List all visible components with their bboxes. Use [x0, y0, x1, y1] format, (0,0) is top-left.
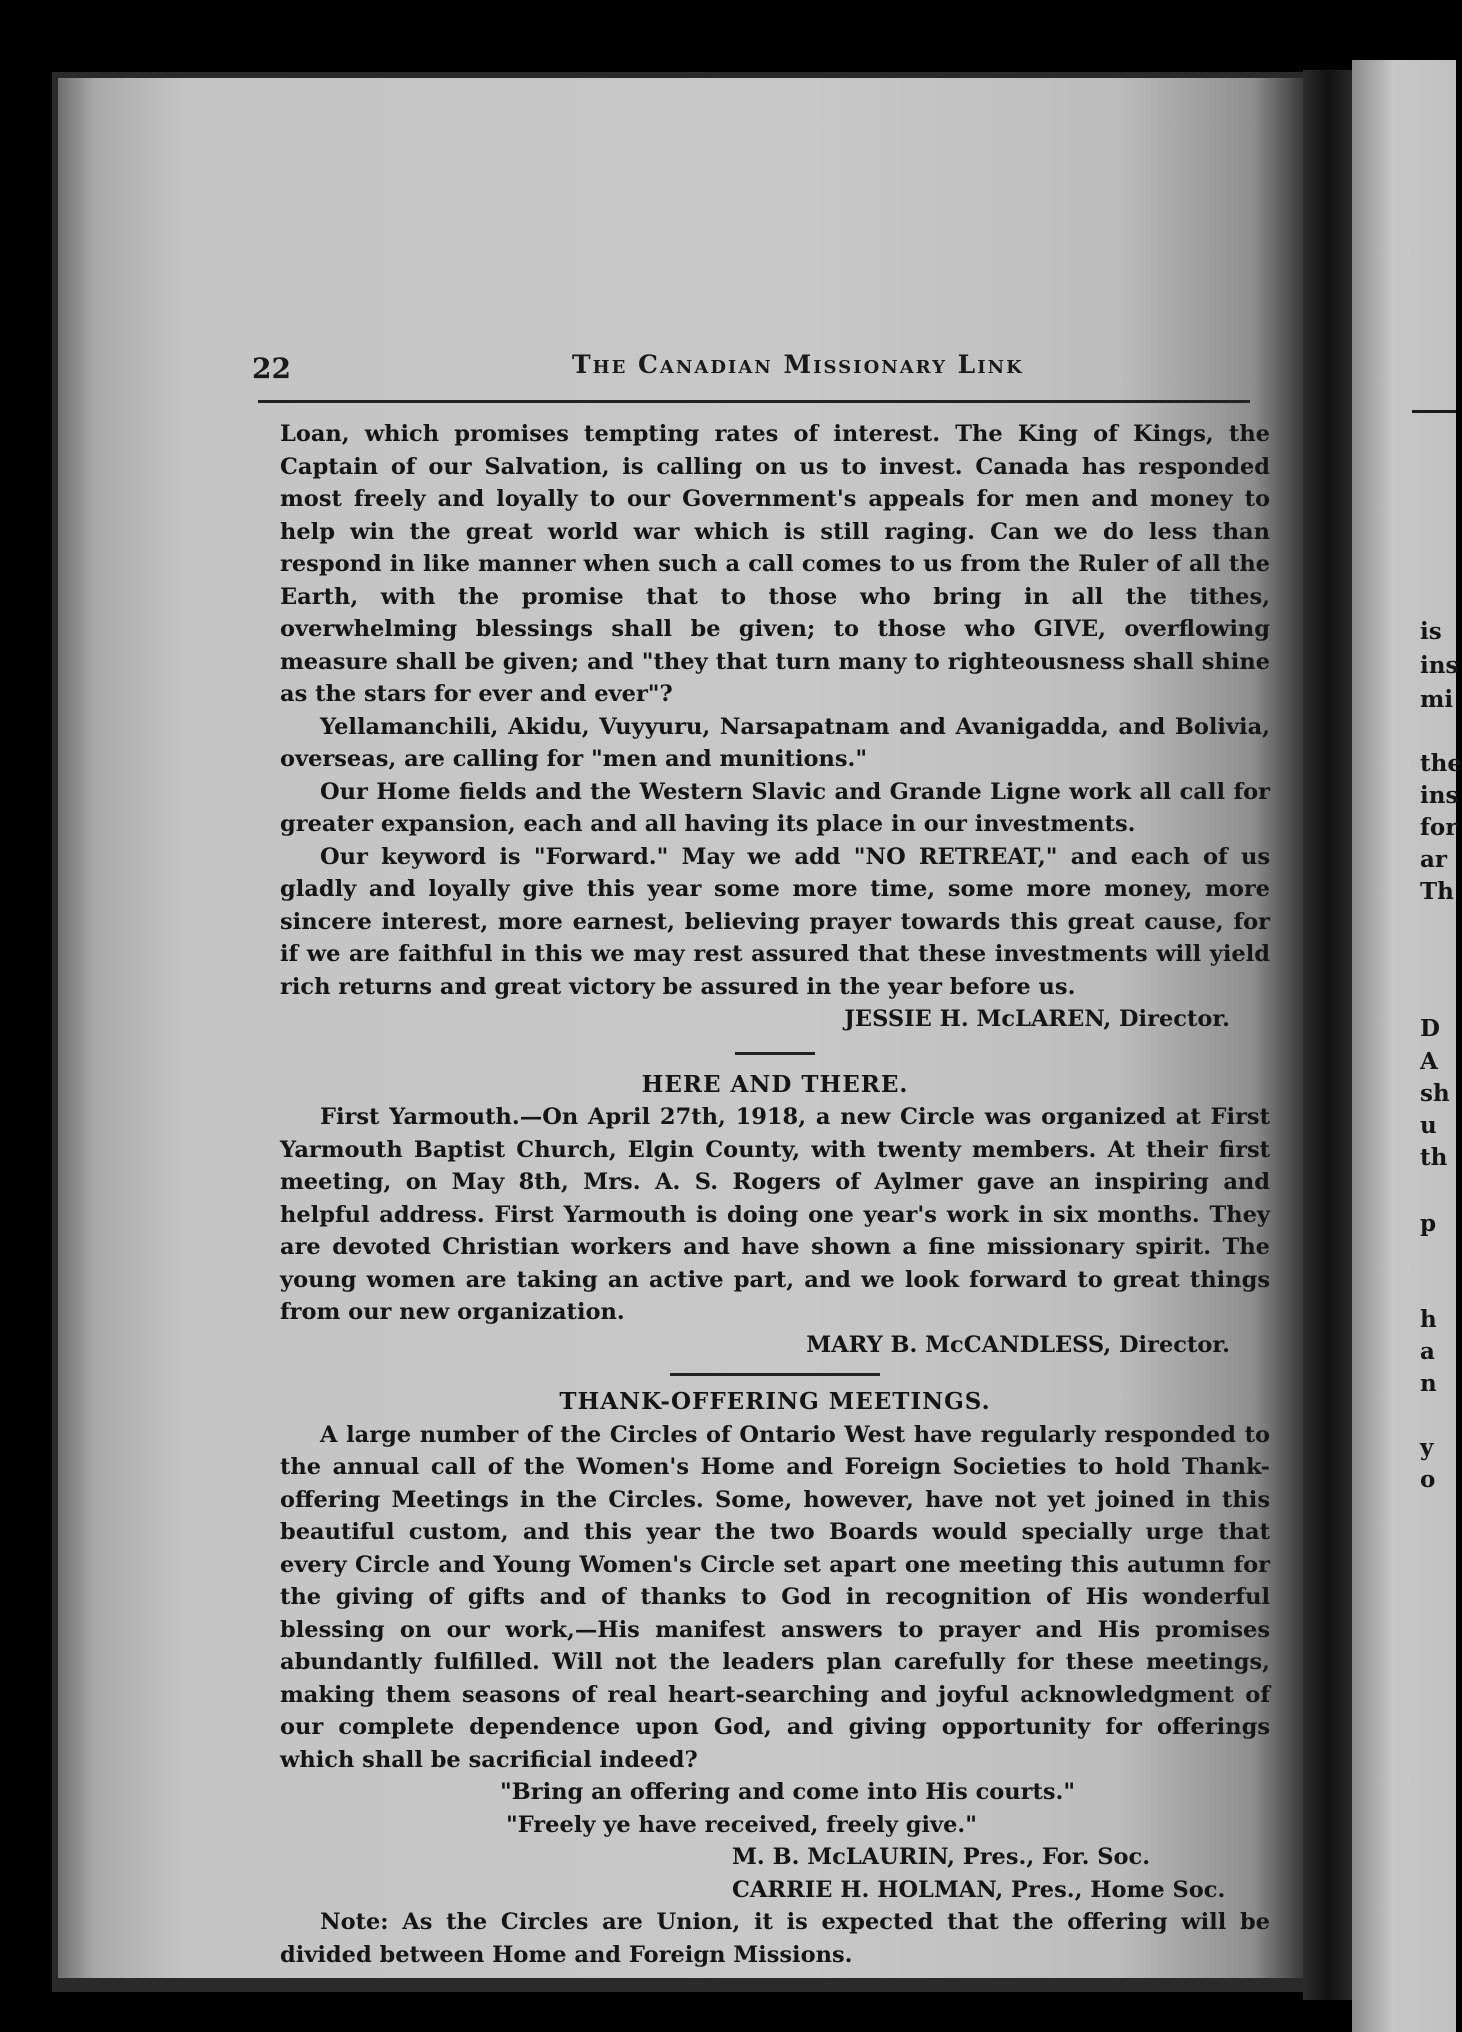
book-gutter — [1303, 70, 1353, 2000]
article3-signature: CARRIE H. HOLMAN, Pres., Home Soc. — [732, 1876, 1226, 1903]
right-fragment: mi — [1420, 686, 1454, 713]
article1-signature: JESSIE H. McLAREN, Director. — [844, 1006, 1230, 1032]
article1-paragraph: Yellamanchili, Akidu, Vuyyuru, Narsapatnam and Avanigadda, and Bolivia, overseas, are calling for "men and munitions." — [280, 713, 1270, 772]
section-divider — [735, 1052, 815, 1055]
page-header — [252, 348, 1252, 392]
article3-quote: "Bring an offering and come into His courts." — [500, 1779, 1076, 1805]
right-fragment: p — [1420, 1210, 1437, 1237]
running-head: The Canadian Missionary Link — [572, 350, 1024, 379]
right-fragment: ins — [1420, 652, 1459, 679]
right-fragment: h — [1420, 1306, 1437, 1333]
right-fragment: a — [1420, 1338, 1435, 1365]
page-number: 22 — [252, 352, 291, 385]
right-fragment: D — [1420, 1015, 1440, 1042]
right-fragment: th — [1420, 1144, 1448, 1171]
article2-lead: First Yarmouth. — [320, 1104, 520, 1130]
right-fragment: ins — [1420, 782, 1459, 809]
article1-paragraph: Our keyword is "Forward." May we add "NO RETREAT," and each of us gladly and loyally give this year some more time, some more money, more sincere interest, more earnest, believing prayer towards this great cause, for if we are faithful in this we may rest assured that these investments will yield rich returns and great victory be assured in the year before us. — [280, 843, 1270, 1000]
right-fragment: for — [1420, 814, 1458, 841]
right-page-edge — [1352, 60, 1462, 2032]
right-fragment: n — [1420, 1370, 1437, 1397]
article3-note: Note: As the Circles are Union, it is expected that the offering will be divided between Home and Foreign Missions. — [280, 1909, 1270, 1968]
page-body — [280, 418, 1270, 1971]
article1-paragraph: Loan, which promises tempting rates of interest. The King of Kings, the Captain of our Salvation, is calling on us to invest. Canada has responded most freely and loyally to our Government's appeals for men and money to help win the great world war which is still raging. Can we do less than respond in like manner when such a call comes to us from the Ruler of all the Earth, with the promise that to those who bring in all the tithes, overwhelming blessings shall be given; to those who GIVE, overflowing measure shall be given; and "they that turn many to righteousness shall shine as the stars for ever and ever"? — [280, 421, 1270, 707]
article1-paragraph: Our Home fields and the Western Slavic and Grande Ligne work all call for greater expansion, each and all having its place in our investments. — [280, 778, 1270, 837]
article2-paragraph — [280, 1101, 1270, 1329]
section-heading: HERE AND THERE. — [641, 1070, 909, 1098]
right-fragment: Th — [1420, 878, 1454, 905]
right-fragment: the — [1420, 750, 1462, 777]
right-fragment: o — [1420, 1466, 1436, 1493]
article2-signature: MARY B. McCANDLESS, Director. — [806, 1331, 1230, 1358]
article3-quote: "Freely ye have received, freely give." — [506, 1811, 977, 1838]
section-heading: THANK-OFFERING MEETINGS. — [559, 1388, 991, 1415]
article3-signature: M. B. McLAURIN, Pres., For. Soc. — [732, 1844, 1151, 1870]
article3-paragraph: A large number of the Circles of Ontario West have regularly responded to the annual call of the Women's Home and Foreign Societies to hold Thank-offering Meetings in the Circles. Some, however, have not yet joined in this beautiful custom, and this year the two Boards would specially urge that every Circle and Young Women's Circle set apart one meeting this autumn for the giving of gifts and of thanks to God in recognition of His wonderful blessing on our work,—His manifest answers to prayer and His promises abundantly fulfilled. Will not the leaders plan carefully for these meetings, making them seasons of real heart-searching and joyful acknowledgment of our complete dependence upon God, and giving opportunity for offerings which shall be sacrificial indeed? — [280, 1421, 1270, 1773]
right-fragment: sh — [1420, 1080, 1450, 1107]
right-fragment: u — [1420, 1112, 1437, 1139]
header-rule — [258, 400, 1250, 403]
right-fragment: is — [1420, 618, 1442, 645]
right-fragment: A — [1420, 1048, 1438, 1075]
right-fragment: y — [1420, 1434, 1434, 1461]
section-divider — [670, 1373, 880, 1376]
right-fragment: ar — [1420, 846, 1448, 873]
article2-body: —On April 27th, 1918, a new Circle was organized at First Yarmouth Baptist Church, Elgin County, with twenty members. At their first meeting, on May 8th, Mrs. A. S. Rogers of Aylmer gave an inspiring and helpful address. First Yarmouth is doing one year's work in six months. They are devoted Christian workers and have shown a fine missionary spirit. The young women are taking an active part, and we look forward to great things from our new organization. — [280, 1104, 1270, 1325]
right-page-rule — [1412, 410, 1456, 413]
